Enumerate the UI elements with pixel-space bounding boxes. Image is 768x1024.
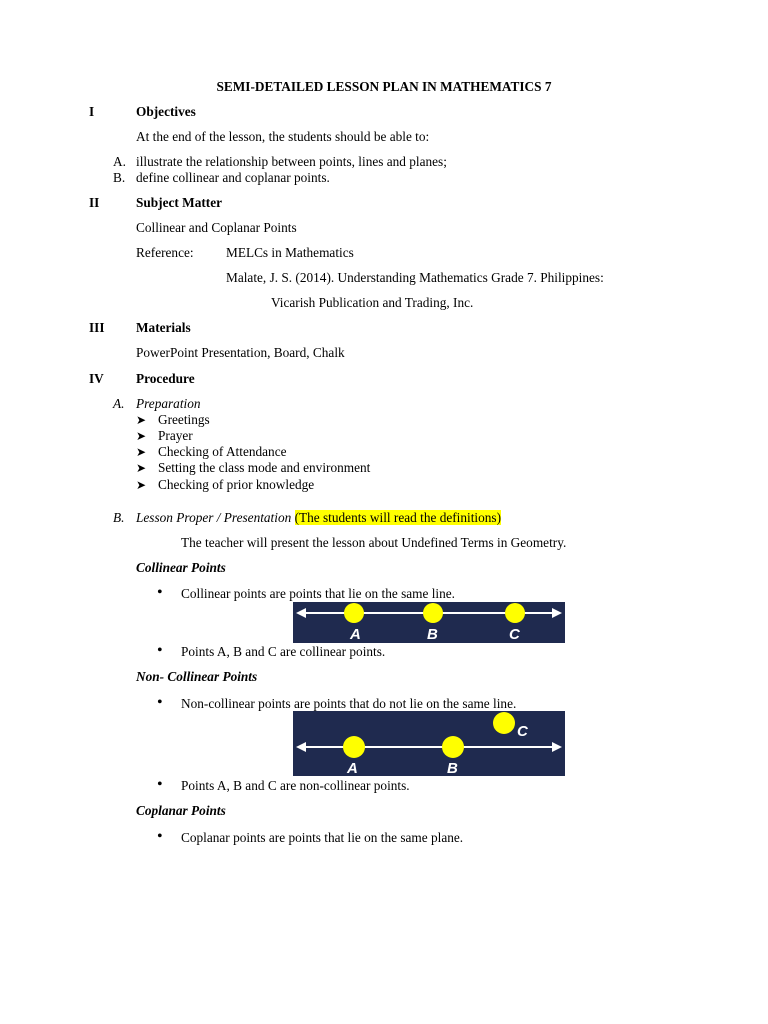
bullet-icon: • <box>157 642 163 659</box>
preparation-item: Setting the class mode and environment <box>158 460 371 475</box>
section-heading-materials: Materials <box>136 320 191 335</box>
bullet-icon: • <box>157 776 163 793</box>
collinear-note: Points A, B and C are collinear points. <box>181 644 386 659</box>
reference-label: Reference: <box>136 245 194 260</box>
label-c: C <box>509 626 520 643</box>
preparation-item: Prayer <box>158 428 193 443</box>
materials-list: PowerPoint Presentation, Board, Chalk <box>136 345 345 360</box>
section-heading-procedure: Procedure <box>136 371 195 386</box>
highlighted-note: (The students will read the definitions) <box>294 510 501 525</box>
bullet-icon: • <box>157 694 163 711</box>
collinear-points-diagram <box>293 602 565 643</box>
noncollinear-heading: Non- Collinear Points <box>136 669 258 684</box>
collinear-heading: Collinear Points <box>136 560 226 575</box>
label-a: A <box>347 760 358 776</box>
objective-marker-b: B. <box>113 170 126 185</box>
arrow-bullet-icon: ➤ <box>136 445 147 459</box>
label-c: C <box>517 723 528 740</box>
point-c <box>493 712 515 734</box>
bullet-icon: • <box>157 828 163 845</box>
section-number-objectives: I <box>89 104 95 119</box>
lesson-proper-label: Lesson Proper / Presentation <box>136 510 292 525</box>
noncollinear-note: Points A, B and C are non-collinear points. <box>181 778 410 793</box>
objectives-intro: At the end of the lesson, the students should be able to: <box>136 129 430 144</box>
reference-book: Malate, J. S. (2014). Understanding Mathematics Grade 7. Philippines: <box>226 270 604 285</box>
collinear-definition: Collinear points are points that lie on the same line. <box>181 586 456 601</box>
bullet-icon: • <box>157 584 163 601</box>
point-b <box>442 736 464 758</box>
point-b <box>423 603 443 623</box>
lesson-intro: The teacher will present the lesson about Undefined Terms in Geometry. <box>181 535 567 550</box>
coplanar-definition: Coplanar points are points that lie on the same plane. <box>181 830 464 845</box>
arrow-bullet-icon: ➤ <box>136 429 147 443</box>
section-number-subject: II <box>89 195 100 210</box>
reference-publisher: Vicarish Publication and Trading, Inc. <box>271 295 474 310</box>
coplanar-heading: Coplanar Points <box>136 803 226 818</box>
arrow-bullet-icon: ➤ <box>136 478 147 492</box>
arrow-bullet-icon: ➤ <box>136 413 147 427</box>
lesson-proper-line <box>136 510 501 526</box>
section-heading-subject: Subject Matter <box>136 195 223 210</box>
objective-item-a: illustrate the relationship between points, lines and planes; <box>136 154 447 169</box>
label-b: B <box>427 626 438 643</box>
preparation-marker: A. <box>113 396 125 411</box>
point-c <box>505 603 525 623</box>
preparation-item: Checking of Attendance <box>158 444 287 459</box>
noncollinear-definition: Non-collinear points are points that do not lie on the same line. <box>181 696 517 711</box>
point-a <box>344 603 364 623</box>
label-b: B <box>447 760 458 776</box>
objective-marker-a: A. <box>113 154 126 169</box>
reference-melcs: MELCs in Mathematics <box>226 245 354 260</box>
preparation-item: Greetings <box>158 412 210 427</box>
lesson-proper-marker: B. <box>113 510 125 525</box>
preparation-item: Checking of prior knowledge <box>158 477 315 492</box>
subject-topic: Collinear and Coplanar Points <box>136 220 297 235</box>
noncollinear-points-diagram <box>293 711 565 776</box>
section-heading-objectives: Objectives <box>136 104 196 119</box>
page-title: SEMI-DETAILED LESSON PLAN IN MATHEMATICS 7 <box>216 79 552 94</box>
objective-item-b: define collinear and coplanar points. <box>136 170 330 185</box>
arrow-bullet-icon: ➤ <box>136 461 147 475</box>
section-number-materials: III <box>89 320 105 335</box>
label-a: A <box>350 626 361 643</box>
point-a <box>343 736 365 758</box>
section-number-procedure: IV <box>89 371 104 386</box>
preparation-label: Preparation <box>136 396 201 411</box>
